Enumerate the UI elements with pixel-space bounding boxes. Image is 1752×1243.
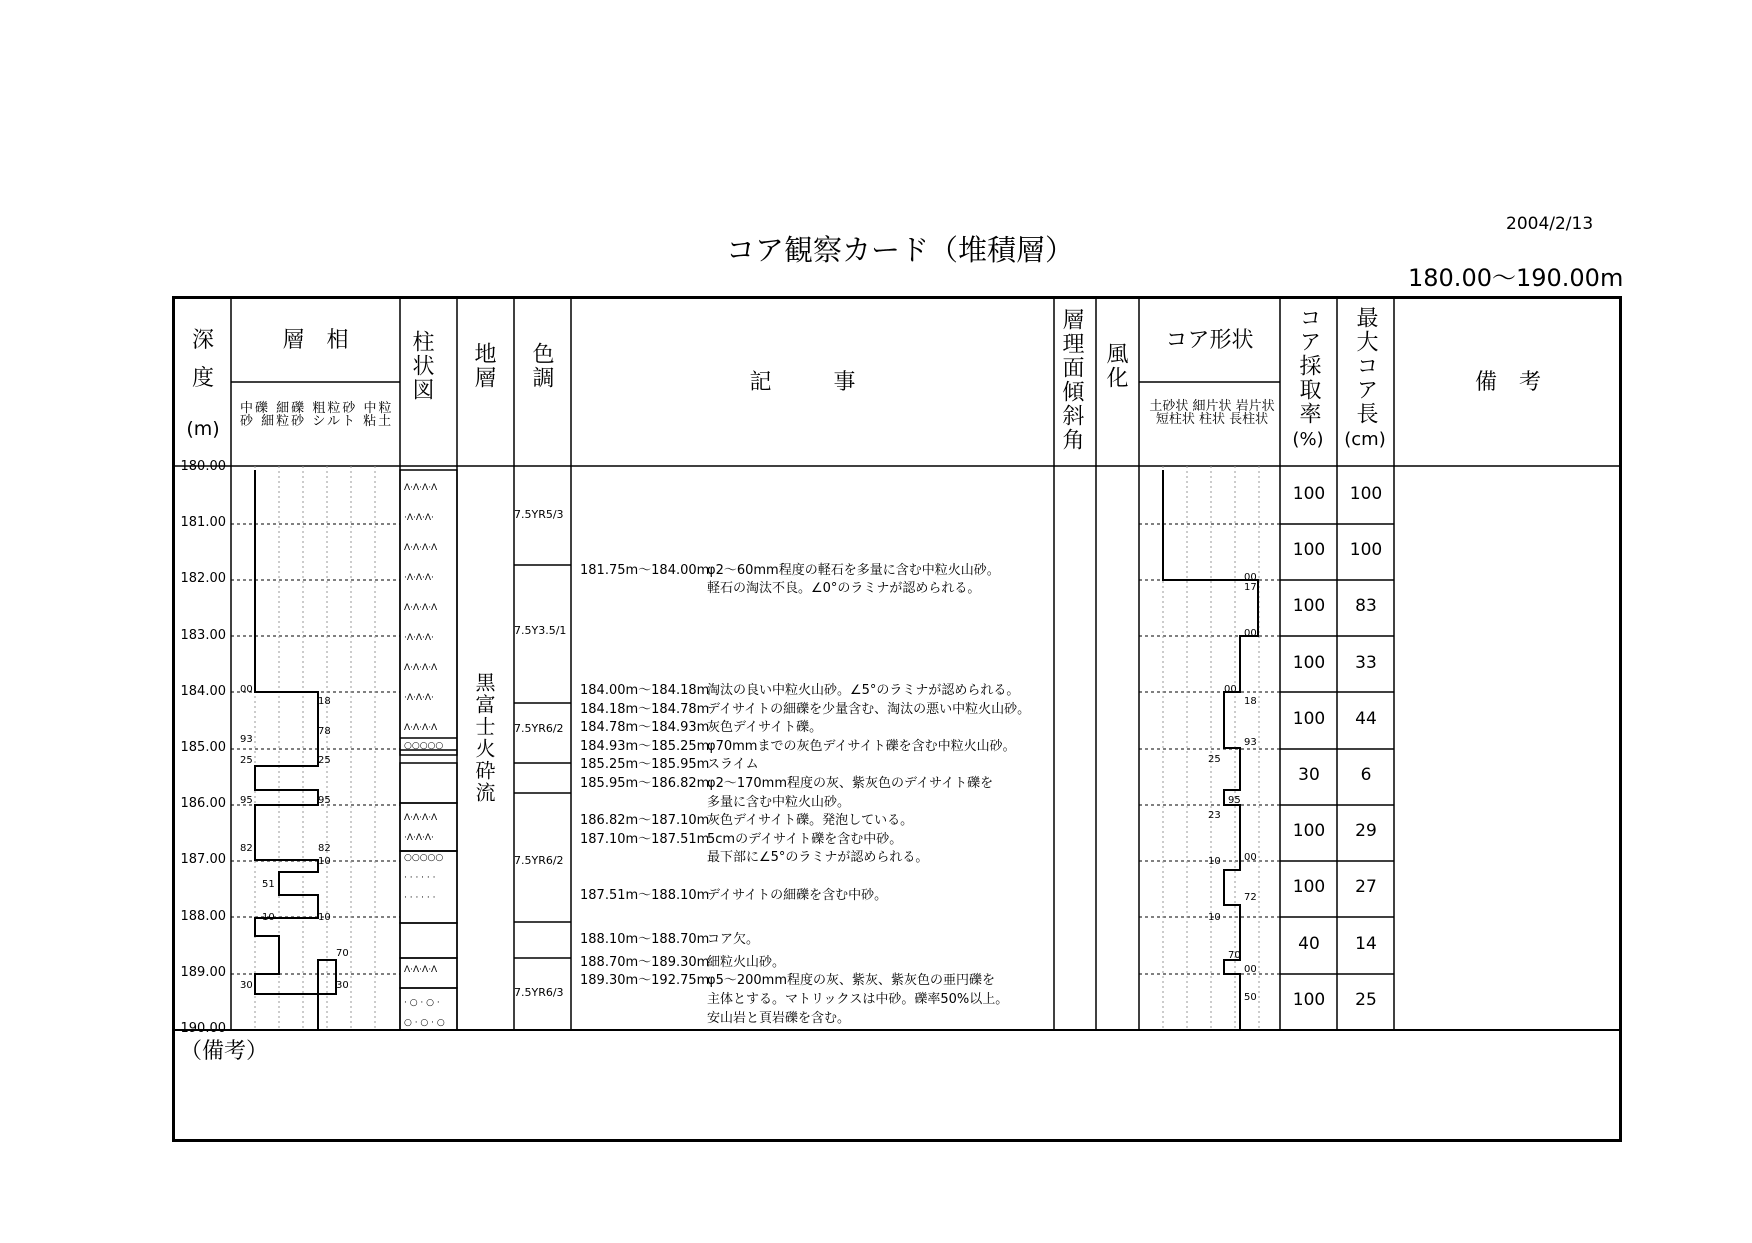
- description-line: [580, 1007, 850, 1026]
- description-line: [580, 791, 850, 810]
- header-depth-2: 度: [191, 366, 214, 391]
- facies-sub-1: 細礫: [276, 401, 307, 416]
- recovery-value: 100: [1292, 989, 1326, 1010]
- header-facies-sub: [240, 402, 400, 428]
- description-depth: 189.30m～192.75m: [580, 973, 710, 988]
- core-shape-mark: 10: [1208, 856, 1221, 867]
- svg-text:· · · · · ·: · · · · · ·: [404, 893, 436, 903]
- depth-label: 189.00: [180, 964, 226, 980]
- description-line: [580, 884, 887, 903]
- depth-label: 188.00: [180, 908, 226, 924]
- max-core-value: 33: [1355, 652, 1377, 673]
- header-weathering: 風化: [1103, 342, 1128, 390]
- max-core-value: 6: [1360, 765, 1372, 785]
- recovery-value: 100: [1292, 484, 1326, 504]
- svg-text:·ᐱ·ᐱ·ᐱ·: ·ᐱ·ᐱ·ᐱ·: [404, 833, 434, 843]
- header-facies: 層 相: [282, 328, 349, 353]
- core-shape-mark: 93: [1244, 737, 1257, 748]
- header-depth: [185, 330, 221, 439]
- color-label: 7.5YR6/3: [514, 986, 564, 999]
- description-depth: 185.95m～186.82m: [580, 776, 710, 791]
- depth-label: 181.00: [180, 515, 226, 531]
- description-line: [580, 828, 902, 847]
- recovery-value: 100: [1292, 877, 1326, 898]
- description-text: φ5～200mm程度の灰、紫灰、紫灰色の亜円礫を: [707, 973, 995, 988]
- page-title: コア観察カード（堆積層）: [725, 233, 1074, 267]
- facies-mark: 30: [336, 980, 349, 991]
- recovery-value: 100: [1292, 540, 1326, 561]
- core-shape-mark: 70: [1228, 950, 1241, 961]
- max-core-value: 25: [1355, 989, 1377, 1010]
- recovery-value: 100: [1292, 821, 1326, 842]
- facies-sub-3: 中粒砂: [240, 401, 394, 429]
- core-shape-mark: 00: [1244, 572, 1257, 583]
- header-max-core: [1339, 306, 1391, 449]
- header-column: 柱状図: [409, 330, 434, 402]
- facies-mark: 70: [336, 948, 349, 959]
- core-shape-sub-4: 柱状: [1198, 412, 1225, 427]
- depth-label: 186.00: [180, 796, 226, 812]
- facies-mark: 18: [318, 696, 331, 707]
- description-text: 軽石の淘汰不良。∠0°のラミナが認められる。: [707, 581, 981, 596]
- description-text: 5cmのデイサイト礫を含む中砂。: [707, 832, 903, 847]
- description-text: 主体とする。マトリックスは中砂。礫率50%以上。: [707, 992, 1009, 1007]
- description-line: [580, 698, 1030, 717]
- description-text: デイサイトの細礫を少量含む、淘汰の悪い中粒火山砂。: [707, 702, 1031, 717]
- core-shape-mark: 00: [1224, 684, 1237, 695]
- depth-label: 187.00: [180, 852, 226, 868]
- core-shape-mark: 00: [1244, 628, 1257, 639]
- depth-label: 190.00: [180, 1021, 226, 1036]
- facies-mark: 30: [240, 980, 253, 991]
- description-depth: 187.51m～188.10m: [580, 888, 710, 903]
- description-text: 灰色デイサイト礫。: [707, 720, 823, 735]
- svg-text:ᐱ·ᐱ·ᐱ·ᐱ: ᐱ·ᐱ·ᐱ·ᐱ: [404, 723, 438, 733]
- svg-text:·ᐱ·ᐱ·ᐱ·: ·ᐱ·ᐱ·ᐱ·: [404, 513, 434, 523]
- footer-remarks: （備考）: [180, 1039, 269, 1064]
- depth-label: 182.00: [180, 571, 226, 587]
- description-text: 安山岩と頁岩礫を含む。: [707, 1011, 851, 1026]
- core-shape-mark: 50: [1244, 992, 1257, 1003]
- header-dip: 層理面傾斜角: [1059, 308, 1084, 452]
- core-shape-mark: 00: [1244, 852, 1257, 863]
- description-depth: 184.93m～185.25m: [580, 739, 710, 754]
- color-label: 7.5YR5/3: [514, 508, 564, 521]
- header-max-core-label: 最大コア長: [1353, 306, 1378, 426]
- description-line: [580, 951, 785, 970]
- recovery-value: 30: [1298, 765, 1320, 785]
- max-core-value: 27: [1355, 877, 1377, 898]
- description-depth: 186.82m～187.10m: [580, 813, 710, 828]
- svg-text:ᐱ·ᐱ·ᐱ·ᐱ: ᐱ·ᐱ·ᐱ·ᐱ: [404, 483, 438, 493]
- core-shape-mark: 00: [1244, 964, 1257, 975]
- header-recovery: [1282, 306, 1334, 449]
- description-text: コア欠。: [707, 932, 760, 947]
- core-shape-mark: 23: [1208, 810, 1221, 821]
- header-recovery-label: コア採取率: [1296, 306, 1321, 426]
- facies-mark: 51: [262, 879, 275, 890]
- header-description: 記 事: [749, 370, 876, 395]
- facies-mark: 93: [240, 734, 253, 745]
- core-shape-mark: 18: [1244, 696, 1257, 707]
- facies-mark: 25: [240, 755, 253, 766]
- svg-text:○○○○○: ○○○○○: [404, 853, 444, 863]
- header-depth-1: 深: [191, 328, 214, 353]
- color-label: 7.5Y3.5/1: [514, 624, 567, 637]
- description-depth: 188.70m～189.30m: [580, 955, 710, 970]
- facies-mark: 00: [240, 684, 253, 695]
- svg-text:ᐱ·ᐱ·ᐱ·ᐱ: ᐱ·ᐱ·ᐱ·ᐱ: [404, 663, 438, 673]
- description-line: [580, 969, 995, 988]
- description-text: 細粒火山砂。: [707, 955, 786, 970]
- description-depth: 187.10m～187.51m: [580, 832, 710, 847]
- svg-text:ᐱ·ᐱ·ᐱ·ᐱ: ᐱ·ᐱ·ᐱ·ᐱ: [404, 965, 438, 975]
- description-line: [580, 577, 980, 596]
- description-line: [580, 753, 759, 772]
- depth-label: 184.00: [180, 683, 226, 699]
- facies-mark: 25: [318, 755, 331, 766]
- description-line: [580, 679, 1019, 698]
- header-stratum: 地層: [471, 342, 496, 390]
- svg-text:· · · · · ·: · · · · · ·: [404, 873, 436, 883]
- svg-text:○○○○○: ○○○○○: [404, 741, 444, 751]
- header-depth-3: (m): [186, 418, 220, 440]
- description-text: φ2～60mm程度の軽石を多量に含む中粒火山砂。: [707, 563, 1000, 578]
- facies-mark: 95: [318, 795, 331, 806]
- facies-sub-6: 粘土: [363, 414, 394, 429]
- description-text: スライム: [707, 757, 759, 772]
- max-core-value: 100: [1349, 540, 1383, 561]
- svg-text:ᐱ·ᐱ·ᐱ·ᐱ: ᐱ·ᐱ·ᐱ·ᐱ: [404, 813, 438, 823]
- depth-label: 183.00: [180, 627, 226, 643]
- facies-sub-2: 粗粒砂: [312, 401, 358, 416]
- recovery-value: 100: [1292, 652, 1326, 673]
- description-depth: 184.18m～184.78m: [580, 702, 710, 717]
- recovery-value: 40: [1298, 933, 1320, 954]
- facies-sub-5: シルト: [312, 414, 357, 429]
- description-depth: 181.75m～184.00m: [580, 563, 710, 578]
- color-label: 7.5YR6/2: [514, 722, 564, 735]
- description-depth: 184.78m～184.93m: [580, 720, 710, 735]
- core-shape-mark: 10: [1208, 912, 1221, 923]
- color-label: 7.5YR6/2: [514, 854, 564, 867]
- header-color: 色調: [529, 342, 554, 390]
- description-depth: 184.00m～184.18m: [580, 683, 710, 698]
- max-core-value: 14: [1355, 933, 1377, 954]
- description-line: [580, 928, 759, 947]
- description-text: 最下部に∠5°のラミナが認められる。: [707, 850, 929, 865]
- facies-sub-4: 細粒砂: [261, 414, 307, 429]
- description-text: 淘汰の良い中粒火山砂。∠5°のラミナが認められる。: [707, 683, 1020, 698]
- facies-mark: 10: [318, 912, 331, 923]
- facies-mark: 10: [262, 912, 275, 923]
- header-core-shape: コア形状: [1165, 328, 1254, 353]
- depth-range: 180.00～190.00m: [1408, 264, 1624, 292]
- depth-label: 185.00: [180, 740, 226, 755]
- facies-sub-0: 中礫: [240, 401, 271, 416]
- description-line: [580, 988, 1008, 1007]
- facies-mark: 82: [240, 843, 253, 854]
- header-core-shape-sub: [1144, 400, 1280, 426]
- description-line: [580, 735, 1016, 754]
- svg-text:ᐱ·ᐱ·ᐱ·ᐱ: ᐱ·ᐱ·ᐱ·ᐱ: [404, 603, 438, 613]
- core-shape-mark: 95: [1228, 795, 1241, 806]
- core-shape-sub-0: 土砂状: [1149, 399, 1189, 414]
- description-line: [580, 772, 993, 791]
- header-max-core-unit: (cm): [1344, 429, 1386, 450]
- description-text: φ70mmまでの灰色デイサイト礫を含む中粒火山砂。: [707, 739, 1016, 754]
- description-line: [580, 559, 1000, 578]
- svg-text:·ᐱ·ᐱ·ᐱ·: ·ᐱ·ᐱ·ᐱ·: [404, 573, 434, 583]
- date: 2004/2/13: [1506, 214, 1594, 234]
- description-line: [580, 716, 822, 735]
- core-shape-mark: 72: [1244, 892, 1257, 903]
- description-depth: 185.25m～185.95m: [580, 757, 710, 772]
- core-shape-mark: 25: [1208, 754, 1221, 765]
- svg-text:ᐱ·ᐱ·ᐱ·ᐱ: ᐱ·ᐱ·ᐱ·ᐱ: [404, 543, 438, 553]
- facies-mark: 82: [318, 843, 331, 854]
- recovery-value: 100: [1292, 596, 1326, 617]
- facies-mark: 78: [318, 726, 331, 737]
- description-text: 灰色デイサイト礫。発泡している。: [707, 813, 914, 828]
- description-line: [580, 846, 928, 865]
- max-core-value: 83: [1355, 596, 1377, 617]
- description-text: φ2～170mm程度の灰、紫灰色のデイサイト礫を: [707, 776, 994, 791]
- header-recovery-unit: (%): [1292, 429, 1324, 450]
- core-shape-mark: 17: [1244, 582, 1257, 593]
- depth-label: 180.00: [180, 459, 226, 474]
- max-core-value: 44: [1355, 708, 1377, 729]
- core-shape-sub-5: 長柱状: [1229, 412, 1269, 427]
- max-core-value: 29: [1355, 821, 1377, 842]
- stratum-name: 黒富士火砕流: [472, 672, 496, 804]
- recovery-value: 100: [1292, 708, 1326, 729]
- max-core-value: 100: [1349, 484, 1383, 504]
- description-depth: 188.10m～188.70m: [580, 932, 710, 947]
- svg-text:○ · ○ · ○: ○ · ○ · ○: [404, 1018, 445, 1028]
- facies-mark: 95: [240, 795, 253, 806]
- core-shape-sub-2: 岩片状: [1235, 399, 1275, 414]
- description-line: [580, 809, 913, 828]
- description-text: デイサイトの細礫を含む中砂。: [707, 888, 888, 903]
- svg-text:·ᐱ·ᐱ·ᐱ·: ·ᐱ·ᐱ·ᐱ·: [404, 633, 434, 643]
- facies-mark: 10: [318, 856, 331, 867]
- svg-text:·ᐱ·ᐱ·ᐱ·: ·ᐱ·ᐱ·ᐱ·: [404, 693, 434, 703]
- header-remarks: 備 考: [1474, 370, 1541, 395]
- description-text: 多量に含む中粒火山砂。: [707, 795, 851, 810]
- core-shape-sub-3: 短柱状: [1155, 412, 1195, 427]
- core-shape-sub-1: 細片状: [1192, 399, 1232, 414]
- svg-text:· ○ · ○ ·: · ○ · ○ ·: [404, 998, 440, 1008]
